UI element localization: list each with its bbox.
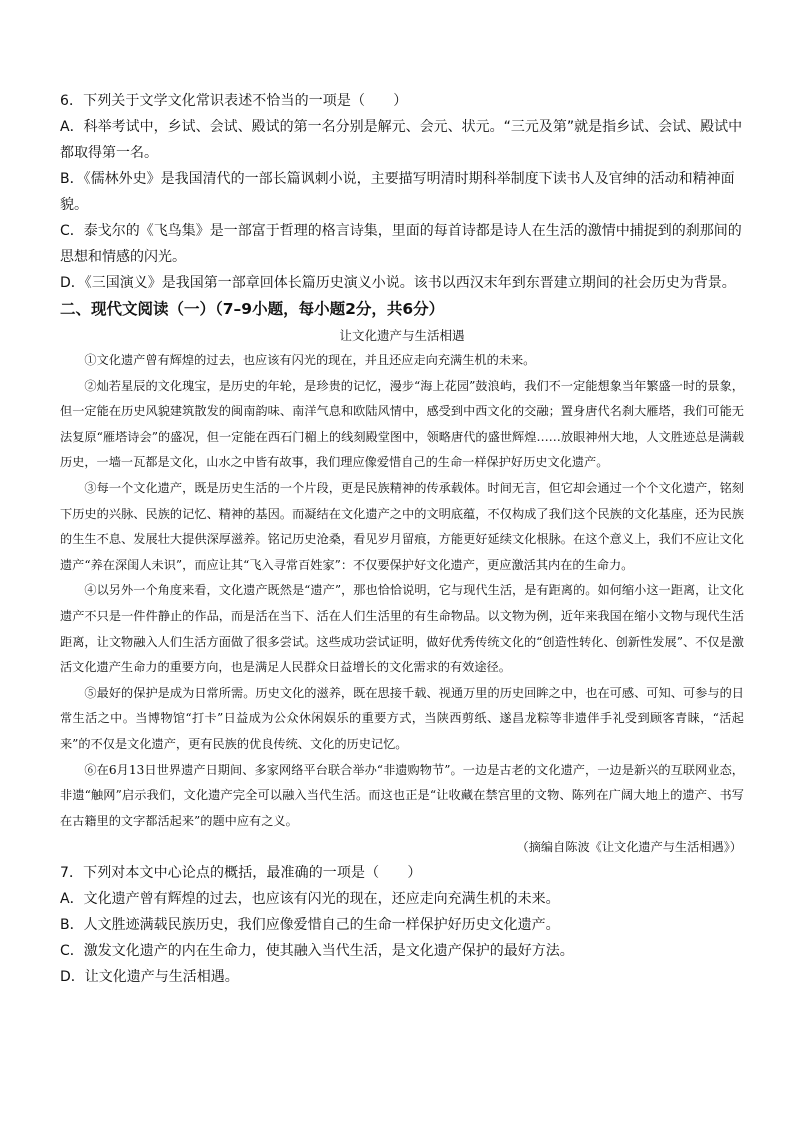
question-7-option-c: C．激发文化遗产的内在生命力，使其融入当代生活，是文化遗产保护的最好方法。 (60, 943, 574, 960)
question-6-option-c: C．泰戈尔的《飞鸟集》是一部富于哲理的格言诗集，里面的每首诗都是诗人在生活的激情中捕捉到的刹那间的思想和情感的闪光。 (60, 223, 742, 265)
article-paragraph-3: ③每一个文化遗产，既是历史生活的一个片段，更是民族精神的传承载体。时间无言，但它却会通过一个个文化遗产，铭刻下历史的兴脉、民族的记忆、精神的基因。而凝结在文化遗产之中的文明底蕴，不仅构成了我们这个民族的文化基座，还为民族的生生不息、发展壮大提供深厚滋养。铭记历史沧桑，看见岁月留痕，方能更好延续文化根脉。在这个意义上，我们不应让文化遗产“养在深闺人未识”，而应让其“飞入寻常百姓家”：不仅要保护好文化遗产，更应激活其内在的生命力。 (60, 480, 744, 572)
article-source: （摘编自陈波《让文化遗产与生活相遇》） (516, 840, 742, 855)
article-paragraph-4: ④以另外一个角度来看，文化遗产既然是“遗产”，那也恰恰说明，它与现代生活，是有距离的。如何缩小这一距离，让文化遗产不只是一件件静止的作品，而是活在当下、活在人们生活里的有生命物品。以文物为例，近年来我国在缩小文物与现代生活距离，让文物融入人们生活方面做了很多尝试。这些成功尝试证明，做好优秀传统文化的“创造性转化、创新性发展”、不仅是激活文化遗产生命力的重要方向，也是满足人民群众日益增长的文化需求的有效途径。 (60, 583, 744, 675)
article-title: 让文化遗产与生活相遇 (339, 328, 465, 343)
question-7-option-d: D．让文化遗产与生活相遇。 (60, 969, 239, 986)
article-paragraph-2: ②灿若星辰的文化瑰宝，是历史的年轮，是珍贵的记忆，漫步“海上花园”鼓浪屿，我们不一定能想象当年繁盛一时的景象，但一定能在历史风貌建筑散发的闽南韵味、南洋气息和欧陆风情中，感受到中西文化的交融；置身唐代名刹大雁塔，我们可能无法复原“雁塔诗会”的盛况，但一定能在西石门楣上的线刻殿堂图中，领略唐代的盛世辉煌……放眼神州大地，人文胜迹总是满载历史，一墙一瓦都是文化，山水之中皆有故事，我们理应像爱惜自己的生命一样保护好历史文化遗产。 (60, 378, 744, 470)
section-heading-modern-reading: 二、现代文阅读（一）（7–9小题，每小题2分，共6分） (60, 300, 445, 318)
article-paragraph-5: ⑤最好的保护是成为日常所需。历史文化的滋养，既在思接千载、视通万里的历史回眸之中，也在可感、可知、可参与的日常生活之中。当博物馆“打卡”日益成为公众休闲娱乐的重要方式，当陕西剪纸、遂昌龙粽等非遗伴手礼受到顾客青睐，“活起来”的不仅是文化遗产，更有民族的优良传统、文化的历史记忆。 (60, 685, 744, 751)
article-paragraph-6: ⑥在6月13日世界遗产日期间、多家网络平台联合举办“非遗购物节”。一边是古老的文化遗产，一边是新兴的互联网业态，非遗“触网”启示我们，文化遗产完全可以融入当代生活。而这也正是“让收藏在禁宫里的文物、陈列在广阔大地上的遗产、书写在古籍里的文字都活起来”的题中应有之义。 (60, 762, 744, 828)
question-7-option-a: A．文化遗产曾有辉煌的过去，也应该有闪光的现在，还应走向充满生机的未来。 (60, 891, 560, 908)
question-6-option-a: A．科举考试中，乡试、会试、殿试的第一名分别是解元、会元、状元。“三元及第”就是指乡试、会试、殿试中都取得第一名。 (60, 119, 743, 161)
question-6-option-d: D．《三国演义》是我国第一部章回体长篇历史演义小说。该书以西汉末年到东晋建立期间的社会历史为背景。 (60, 275, 736, 291)
question-6-option-b: B．《儒林外史》是我国清代的一部长篇讽刺小说，主要描写明清时期科举制度下读书人及官绅的活动和精神面貌。 (60, 171, 735, 213)
question-6-stem: 6．下列关于文学文化常识表述不恰当的一项是（ ） (60, 93, 408, 109)
exam-page (60, 88, 744, 990)
question-7-option-b: B．人文胜迹满载民族历史，我们应像爱惜自己的生命一样保护好历史文化遗产。 (60, 917, 560, 934)
question-7-stem: 7．下列对本文中心论点的概括，最准确的一项是（ ） (60, 865, 422, 882)
article-paragraph-1: ①文化遗产曾有辉煌的过去，也应该有闪光的现在，并且还应走向充满生机的未来。 (84, 353, 536, 367)
